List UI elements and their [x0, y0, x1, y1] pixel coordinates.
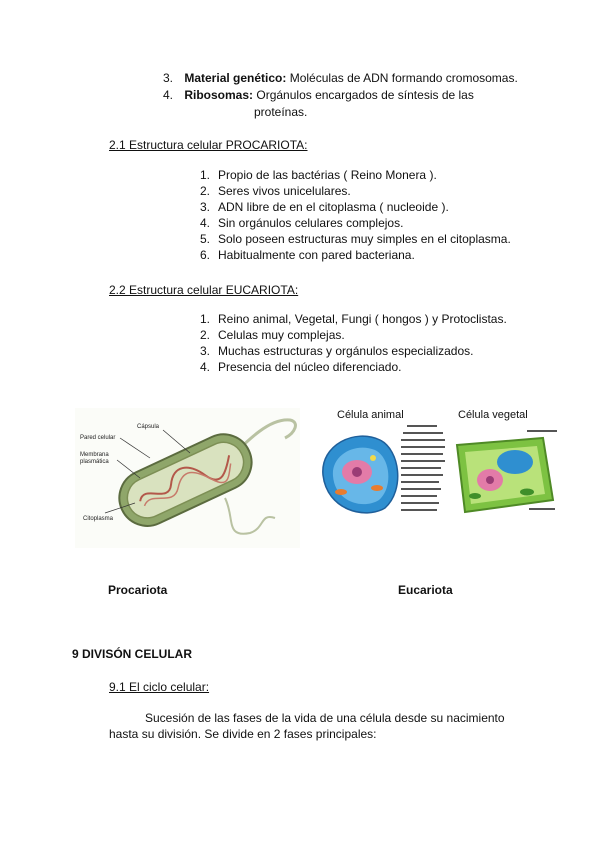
list-text: Solo poseen estructuras muy simples en el citoplasma. — [218, 232, 511, 246]
list-item — [200, 184, 351, 198]
list-number: 5. — [200, 232, 211, 246]
list-item — [200, 168, 437, 182]
list-text: Moléculas de ADN formando cromosomas. — [289, 71, 518, 85]
list-item — [200, 344, 473, 358]
list-text: Propio de las bactérias ( Reino Monera ). — [218, 168, 437, 182]
subsection-heading — [109, 680, 209, 694]
list-term: Material genético: — [184, 71, 287, 85]
list-text: Sin orgánulos celulares complejos. — [218, 216, 404, 230]
list-item — [163, 71, 518, 85]
nucleolus — [486, 476, 494, 484]
list-number: 3. — [200, 344, 211, 358]
list-text: Muchas estructuras y orgánulos especializados. — [218, 344, 474, 358]
title-animal-cell: Célula animal — [337, 409, 404, 421]
list-item — [200, 360, 401, 374]
chapter-heading-text: 9 DIVISÓN CELULAR — [72, 647, 193, 661]
list-text: Celulas muy complejas. — [218, 328, 345, 342]
list-text: ADN libre de en el citoplasma ( nucleoide ). — [218, 200, 449, 214]
title-plant-cell: Célula vegetal — [458, 409, 528, 421]
nucleolus — [352, 467, 362, 477]
label-membrane: Membrana — [80, 452, 109, 458]
list-number: 3. — [163, 71, 174, 85]
section-heading-text: 2.2 Estructura celular EUCARIOTA: — [109, 283, 299, 297]
paragraph-line: Sucesión de las fases de la vida de una célula desde su nacimiento — [145, 711, 505, 725]
vacuole — [497, 450, 533, 474]
list-number: 1. — [200, 312, 211, 326]
list-text: Orgánulos encargados de síntesis de las — [256, 88, 474, 102]
list-item — [200, 200, 449, 214]
caption-eukaryote: Eucariota — [398, 583, 453, 597]
list-text: Reino animal, Vegetal, Fungi ( hongos ) y Protoclistas. — [218, 312, 507, 326]
section-heading — [109, 283, 298, 297]
list-item-continuation: proteínas. — [254, 105, 308, 119]
list-number: 2. — [200, 184, 211, 198]
list-number: 1. — [200, 168, 211, 182]
label-membrane: plasmática — [80, 459, 109, 465]
plant-cell — [457, 438, 553, 512]
list-item — [200, 216, 403, 230]
list-item — [200, 328, 345, 342]
prokaryote-diagram — [75, 408, 300, 548]
list-text: Presencia del núcleo diferenciado. — [218, 360, 402, 374]
list-text: Habitualmente con pared bacteriana. — [218, 248, 415, 262]
caption-prokaryote: Procariota — [108, 583, 168, 597]
label-cell-wall: Pared celular — [80, 435, 116, 441]
list-number: 4. — [200, 360, 211, 374]
eukaryote-diagram — [315, 400, 560, 525]
list-number: 4. — [163, 88, 174, 102]
list-number: 3. — [200, 200, 211, 214]
list-number: 2. — [200, 328, 211, 342]
label-cytoplasm: Citoplasma — [83, 516, 114, 522]
paragraph-line: hasta su división. Se divide en 2 fases principales: — [109, 727, 377, 741]
list-number: 4. — [200, 216, 211, 230]
list-number: 6. — [200, 248, 211, 262]
list-item — [200, 232, 511, 246]
list-text: Seres vivos unicelulares. — [218, 184, 351, 198]
section-heading-text: 2.1 Estructura celular PROCARIOTA: — [109, 138, 308, 152]
section-heading — [109, 138, 308, 152]
list-item — [163, 88, 474, 102]
chapter-heading — [72, 647, 192, 661]
list-term: Ribosomas: — [184, 88, 254, 102]
label-capsule: Cápsula — [137, 424, 160, 430]
list-item — [200, 312, 507, 326]
subsection-heading-text: 9.1 El ciclo celular: — [109, 680, 210, 694]
list-item — [200, 248, 415, 262]
